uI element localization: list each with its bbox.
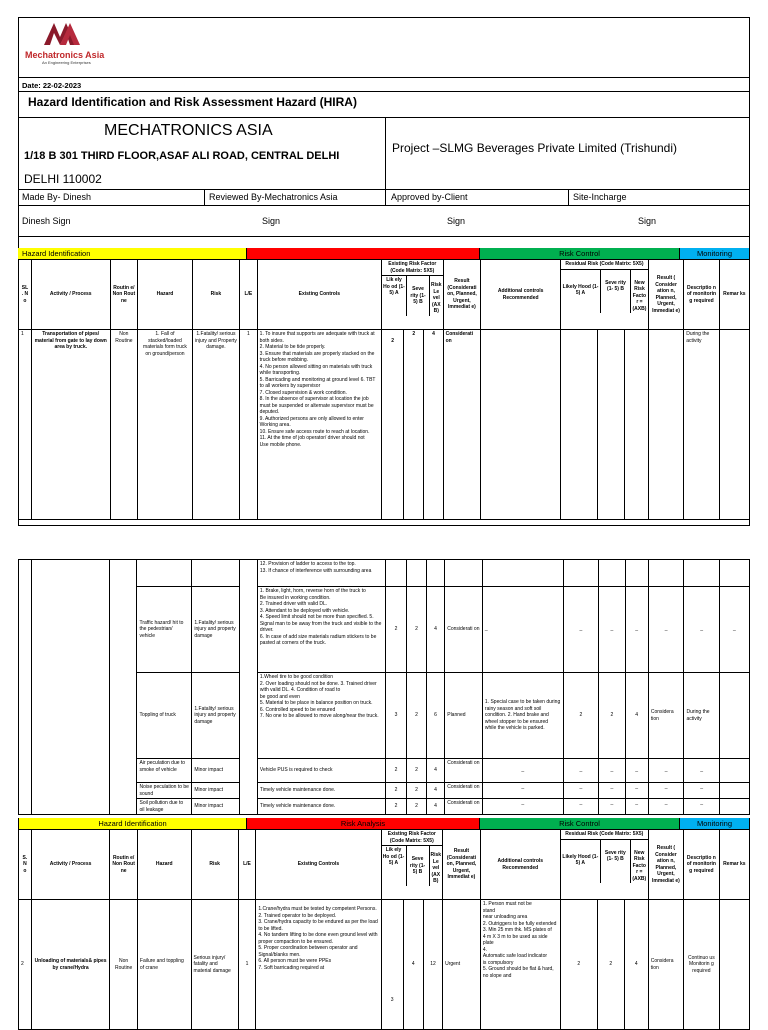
p2-row5-likely: 2: [385, 799, 406, 815]
p2-row3-likely: 2: [385, 759, 406, 783]
p2-row1-remarks: _: [719, 587, 749, 673]
p2-row1-risk-level: 4: [426, 587, 445, 673]
p2-row4-result: Considerati on: [445, 783, 483, 799]
sign-made-by: Dinesh Sign: [22, 216, 71, 226]
row2-risk: Serious injury/ fatality and material damage: [191, 900, 238, 1030]
p2-row4-additional: _: [482, 783, 563, 799]
col2-monitoring-desc: Descriptio n of monitorin g required: [684, 830, 720, 900]
row2-sl: 2: [19, 900, 32, 1030]
p2-row2-res-likely: 2: [563, 673, 599, 759]
p2-row2-result: Planned: [445, 673, 483, 759]
col2-routine: Routin e/ Non Rout ne: [110, 830, 138, 900]
row1-monitoring: During the activity: [684, 330, 719, 520]
p2-row4-monitoring: _: [684, 783, 719, 799]
band-risk-control: Risk Control: [480, 248, 680, 259]
band-hazard-identification: Hazard Identification: [18, 248, 247, 259]
row2-res-result: Considera tion: [648, 900, 683, 1030]
p2-row4-res-severity: _: [599, 783, 625, 799]
p2-row3-hazard: Air peculation due to smoke of vehicle: [137, 759, 192, 783]
band-hazard-identification-2: Hazard Identification: [18, 818, 247, 829]
row1-routine: Non Routine: [110, 330, 138, 520]
row2-likely: 3: [381, 900, 403, 1030]
company-address-line1: 1/18 B 301 THIRD FLOOR,ASAF ALI ROAD, CENTRAL DELHI: [24, 150, 340, 162]
table-row: [19, 330, 750, 520]
row2-risk-level: 12: [423, 900, 442, 1030]
sign-approved-by: Sign: [447, 216, 466, 226]
band-risk-analysis: [247, 248, 480, 259]
row1-risk-level: 4: [424, 330, 443, 520]
p2-row3-severity: 2: [407, 759, 426, 783]
p2-row3-remarks: [719, 759, 749, 783]
page-title: Hazard Identification and Risk Assessment Hazard (HIRA): [28, 95, 357, 109]
p2-row4-severity: 2: [407, 783, 426, 799]
band-monitoring-2: Monitoring: [680, 818, 750, 829]
p2-row4-risk-level: 4: [426, 783, 445, 799]
row2-res-likely: 2: [560, 900, 597, 1030]
reviewed-by: Reviewed By-Mechatronics Asia: [209, 192, 338, 202]
p2-row4-risk: Minor impact: [192, 783, 240, 799]
row1-le: 1: [240, 330, 258, 520]
band-risk-control-2: Risk Control: [480, 818, 680, 829]
p2-row3-risk: Minor impact: [192, 759, 240, 783]
hira-table-page-1: [18, 259, 750, 520]
row2-monitoring: Continuo us Monitorin g required: [684, 900, 720, 1030]
p2-row1-monitoring: _: [684, 587, 719, 673]
p2-row4-remarks: [719, 783, 749, 799]
p2-row3-controls: Vehicle PUS is required to check: [257, 759, 385, 783]
p2-row5-res-severity: _: [599, 799, 625, 815]
row2-le: 1: [238, 900, 256, 1030]
col-monitoring-desc: Descriptio n of monitorin g required: [684, 260, 719, 330]
mechatronics-logo-icon: [30, 17, 110, 52]
row1-hazard: 1. Fall of stacked/loaded materials form truck on ground/person: [138, 330, 193, 520]
col2-existing-controls: Existing Controls: [256, 830, 381, 900]
row1-severity: 2: [404, 330, 424, 520]
p2-row1-result: Considerati on: [445, 587, 483, 673]
p2-row5-remarks: [719, 799, 749, 815]
hira-table-page-2: [18, 559, 750, 815]
p2-row1-risk: 1.Fatality/ serious injury and property damage: [192, 587, 240, 673]
p2-row5-new-risk: _: [625, 799, 648, 815]
row2-hazard: Failure and toppling of crane: [137, 900, 191, 1030]
p2-row2-hazard: Toppling of truck: [137, 673, 192, 759]
p2-row1-controls: 1. Brake, light, horn, reverse horn of the truck to Be insured in working condition. 2. Trained driver with valid DL. 3. Attendant to be deployed with vehicle. 4. Speed limit should not be more than specified. 5. Signal man to be away from the truck and visible to the driver. 6. In case of add size materials radium stickers to be pasted at corners of the truck.: [257, 587, 385, 673]
p2-row2-res-severity: 2: [599, 673, 625, 759]
p2-row4-controls: Timely vehicle maintenance done.: [257, 783, 385, 799]
row2-result: Urgent: [443, 900, 481, 1030]
row2-remarks: [719, 900, 749, 1030]
p2-row3-monitoring: _: [684, 759, 719, 783]
made-by: Made By- Dinesh: [22, 192, 92, 202]
company-name: MECHATRONICS ASIA: [104, 122, 273, 139]
col2-activity: Activity / Process: [31, 830, 110, 900]
col-remarks: Remar ks: [719, 260, 749, 330]
col-residual-risk: Residual Risk (Code Matrix: 5X5) Likely Hood (1- 5) A Seve rity (1- 5) B New Risk Facto r = (AXB): [561, 260, 649, 330]
p2-row2-risk: 1.Fatality/ serious injury and property damage: [192, 673, 240, 759]
p2-row1-hazard: Traffic hazard/ hit to the pedestrian/ vehicle: [137, 587, 192, 673]
band-risk-analysis-2: Risk Analysis: [247, 818, 480, 829]
row1-controls: 1. To insure that supports are adequate with truck at both sides. 2. Material to be tide properly. 3. Ensure that materials are properly stacked on the truck before mobbing. 4. No person allowed sitting on materials with truck while transporting. 5. Barricading and monitoring at ground level 6. TBT to all workers by supervisor 7. Closed supervision & work condition. 8. In the absence of supervisor at location the job must be suspended or alternate supervisor must be deputed. 9. Authorized persons are only allowed to enter Working area. 10. Ensure safe access route to reach at location. 11. At the time of job operator/ driver should not Use mobile phone.: [257, 330, 381, 520]
p2-row5-controls: Timely vehicle maintenance done.: [257, 799, 385, 815]
sign-reviewed-by: Sign: [262, 216, 281, 226]
row2-activity: Unloading of materials& pipes by crane/Hydra: [31, 900, 110, 1030]
p2-row2-controls: 1.Wheel tire to be good condition 2. Over loading should not be done. 3. Trained driver with valid DL. 4. Condition of road to be good and even 5. Material to be place in balance position on truck. 6. Controlled speed to be ensured 7. No one to be allowed to move along/near the truck.: [257, 673, 385, 759]
cont-controls: 12. Provision of ladder to access to the top. 13. If chance of interference with surrounding area: [257, 560, 385, 587]
p2-row2-severity: 2: [407, 673, 426, 759]
p2-row1-res-likely: _: [563, 587, 599, 673]
col-result: Result (Considerati on, Planned, Urgent, Immediat e): [443, 260, 481, 330]
row1-sl: 1: [19, 330, 32, 520]
col-risk: Risk: [192, 260, 239, 330]
p2-row5-res-likely: _: [563, 799, 599, 815]
p2-row2-res-result: Considera tion: [648, 673, 684, 759]
col-additional-controls: Additional controls Recommended: [481, 260, 561, 330]
p2-row2-additional: 1. Special case to be taken during rainy season and soft soil condition. 2. Hand brake and wheel stopper to be ensured while the vehicle is parked.: [482, 673, 563, 759]
row1-risk: 1.Fatality/ serious injury and Property damage.: [192, 330, 239, 520]
p2-row2-remarks: [719, 673, 749, 759]
row1-result: Considerati on: [443, 330, 481, 520]
document-date: Date: 22-02-2023: [22, 81, 82, 90]
col-res-result: Result ( Consider ation n, Planned, Urgent, Immediat e): [648, 260, 683, 330]
row1-additional: [481, 330, 561, 520]
col-routine: Routin e/ Non Rout ne: [110, 260, 138, 330]
col2-sl-no: S. N o: [19, 830, 32, 900]
p2-row3-additional: _: [482, 759, 563, 783]
hira-table-page-2b: [18, 829, 750, 1030]
table-row: [19, 900, 750, 1030]
col2-le: L/E: [238, 830, 256, 900]
col2-hazard: Hazard: [137, 830, 191, 900]
row1-res-result: [648, 330, 683, 520]
col2-res-result: Result ( Consider ation n, Planned, Urgent, Immediat e): [648, 830, 683, 900]
p2-row5-hazard: Soil pollution due to oil leakage: [137, 799, 192, 815]
p2-row1-new-risk: _: [625, 587, 648, 673]
col-existing-risk-factor: Existing Risk Factor (Code Matrix: 5X5) Lik ely Ho od (1- 5) A Seve rity (1- 5) B Risk Le vel (AX B): [382, 260, 444, 330]
p2-row3-res-result: _: [648, 759, 684, 783]
p2-row2-risk-level: 6: [426, 673, 445, 759]
p2-row3-new-risk: _: [625, 759, 648, 783]
p2-row4-res-likely: _: [563, 783, 599, 799]
col2-result: Result (Considerati on, Planned, Urgent, Immediat e): [443, 830, 481, 900]
p2-row3-res-likely: _: [563, 759, 599, 783]
row1-res-likely: [561, 330, 598, 520]
project-name: Project –SLMG Beverages Private Limited (Trishundi): [392, 141, 677, 155]
p2-row4-res-result: _: [648, 783, 684, 799]
row2-res-severity: 2: [597, 900, 624, 1030]
p2-row3-risk-level: 4: [426, 759, 445, 783]
p2-row2-monitoring: During the activity: [684, 673, 719, 759]
p2-row5-severity: 2: [407, 799, 426, 815]
row1-likely: 2: [382, 330, 404, 520]
col-hazard: Hazard: [138, 260, 193, 330]
approved-by: Approved by-Client: [391, 192, 468, 202]
row2-additional: 1. Person must not be stand near unloading area 2. Outriggers to be fully extended 3. Min 25 mm thk. MS plates of 4 m X 3 m to be used as side plate 4. Automatic safe load indicator is compulsory 5. Ground should be flat & hard, no slope and: [480, 900, 560, 1030]
logo-text: Mechatronics Asia: [25, 50, 105, 60]
site-incharge: Site-Incharge: [573, 192, 627, 202]
col-activity: Activity / Process: [31, 260, 110, 330]
logo-tagline: An Engineering Enterprises: [42, 60, 91, 65]
p2-row5-res-result: _: [648, 799, 684, 815]
p2-row1-likely: 2: [385, 587, 406, 673]
col-le: L/E: [240, 260, 258, 330]
p2-row4-hazard: Noise peculation to be sound: [137, 783, 192, 799]
row2-routine: Non Routine: [110, 900, 138, 1030]
p2-row2-likely: 3: [385, 673, 406, 759]
col2-residual-risk: Residual Risk (Code Matrix: 5X5) Likely Hood (1- 5) A Seve rity (1- 5) B New Risk Facto r = (AXB): [560, 830, 648, 900]
p2-row5-risk: Minor impact: [192, 799, 240, 815]
col2-remarks: Remar ks: [719, 830, 749, 900]
p2-row1-additional: _: [482, 587, 563, 673]
p2-row5-monitoring: _: [684, 799, 719, 815]
company-address-line2: DELHI 110002: [24, 172, 102, 186]
table-row: [19, 560, 750, 587]
p2-row4-likely: 2: [385, 783, 406, 799]
p2-row2-new-risk: 4: [625, 673, 648, 759]
p2-row3-res-severity: _: [599, 759, 625, 783]
col-existing-controls: Existing Controls: [257, 260, 381, 330]
row1-remarks: [719, 330, 749, 520]
p2-row5-additional: _: [482, 799, 563, 815]
col-sl-no: SL . N o: [19, 260, 32, 330]
row2-new-risk: 4: [624, 900, 648, 1030]
row1-new-risk: [624, 330, 648, 520]
row1-activity: Transportation of pipes/ material from gate to lay down area by truck.: [31, 330, 110, 520]
sign-site-incharge: Sign: [638, 216, 657, 226]
p2-row1-severity: 2: [407, 587, 426, 673]
col2-existing-risk-factor: Existing Risk Factor (Code Matrix: 5X5) Lik ely Ho od (1- 5) A Seve rity (1- 5) B Risk Le vel (AX B): [381, 830, 443, 900]
p2-row3-result: Considerati on: [445, 759, 483, 783]
p2-row1-res-result: _: [648, 587, 684, 673]
row1-res-severity: [597, 330, 624, 520]
p2-row5-risk-level: 4: [426, 799, 445, 815]
col2-additional-controls: Additional controls Recommended: [480, 830, 560, 900]
row2-controls: 1.Crane/hydra must be tested by competent Persons. 2. Trained operator to be deployed. 3. Crane/hydra capacity to be endured as per the load to be lifted. 4. No tandem lifting to be done even ground level with proper compaction to be ensured. 5. Proper coordination between operator and Signal/blanks men. 6. All person must be were PPEs 7. Soft barricading required at: [256, 900, 381, 1030]
col2-risk: Risk: [191, 830, 238, 900]
p2-row5-result: Considerati on: [445, 799, 483, 815]
p2-row4-new-risk: _: [625, 783, 648, 799]
p2-row1-res-severity: _: [599, 587, 625, 673]
band-monitoring: Monitoring: [680, 248, 750, 259]
row2-severity: 4: [403, 900, 423, 1030]
